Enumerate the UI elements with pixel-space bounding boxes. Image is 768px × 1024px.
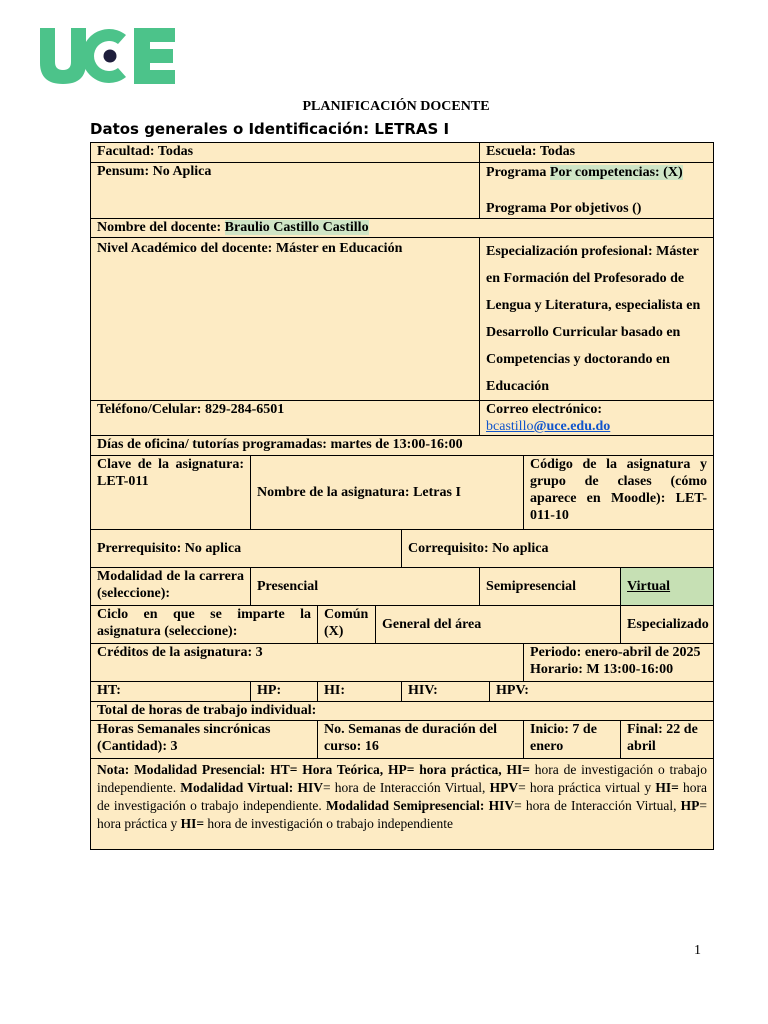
nota-part: = hora de Interacción Virtual, [514,798,681,813]
ciclo-label-cell: Ciclo en que se imparte la asignatura (seleccione): [91,606,318,644]
creditos-cell: Créditos de la asignatura: 3 [91,644,524,682]
nombre-asignatura-cell: Nombre de la asignatura: Letras I [251,456,524,530]
row-creditos-periodo [91,644,714,682]
row-total-horas [91,702,714,721]
especializacion-cell: Especialización profesional: Máster en Formación del Profesorado de Lengua y Literatura, especialista en Desarrollo Curricular basado en Competencias y doctorando en Educación [480,238,714,401]
nota-part: hora de investigación o trabajo independiente. [97,780,708,813]
modalidad-semipresencial-cell[interactable]: Semipresencial [480,568,621,606]
row-horas [91,682,714,702]
correquisito-cell: Correquisito: No aplica [402,530,714,568]
programa-competencias-highlight: Por competencias: (X) [549,165,683,180]
pensum-cell: Pensum: No Aplica [91,163,480,219]
hi-cell: HI: [318,682,402,702]
modalidad-presencial-cell[interactable]: Presencial [251,568,480,606]
ciclo-comun-cell[interactable]: Común (X) [318,606,376,644]
docente-cell [91,219,714,238]
clave-value: LET-011 [97,474,149,489]
hiv-cell: HIV: [402,682,490,702]
modalidad-virtual-selected: Virtual [627,579,671,594]
docente-name-highlight: Braulio Castillo Castillo [224,220,369,235]
row-pensum-programa [91,163,714,219]
clave-label: Clave de la asignatura: [97,457,244,472]
row-requisitos [91,530,714,568]
row-dias-oficina [91,436,714,456]
dias-oficina-cell: Días de oficina/ tutorías programadas: martes de 13:00-16:00 [91,436,714,456]
modalidad-label-cell: Modalidad de la carrera (seleccione): [91,568,251,606]
correo-label: Correo electrónico: [486,402,602,417]
uce-logo [40,28,176,84]
nota-part: HI= [180,816,205,831]
hp-cell: HP: [251,682,318,702]
ciclo-especializado-cell[interactable]: Especializado [621,606,714,644]
document-title: PLANIFICACIÓN DOCENTE [302,99,490,114]
nivel-academico-cell: Nivel Académico del docente: Máster en Educación [91,238,480,401]
periodo-cell [524,644,714,682]
programa-objetivos: Programa Por objetivos () [486,201,642,216]
nota-part: HI= [655,780,679,795]
periodo-text: Periodo: enero-abril de 2025 [530,645,701,660]
hpv-cell: HPV: [490,682,714,702]
document-subtitle: Datos generales o Identificación: LETRAS I [90,120,450,138]
row-asignatura [91,456,714,530]
logo-letter-e [134,28,175,84]
nota-part: HPV [489,780,519,795]
nota-part: Modalidad Virtual: HIV [180,780,323,795]
horas-semanales-cell: Horas Semanales sincrónicas (Cantidad): 3 [91,721,318,759]
nota-part: Nota: Modalidad Presencial: HT= Hora Teórica, HP= hora práctica, HI= [97,762,530,777]
inicio-cell: Inicio: 7 de enero [524,721,621,759]
nota-part: hora de investigación o trabajo independiente. [97,762,708,795]
codigo-asignatura-cell: Código de la asignatura y grupo de clases (cómo aparece en Moodle): LET-011-10 [524,456,714,530]
row-docente [91,219,714,238]
general-data-form [90,142,714,850]
row-ciclo [91,606,714,644]
semanas-cell: No. Semanas de duración del curso: 16 [318,721,524,759]
programa-label: Programa [486,165,550,180]
final-cell: Final: 22 de abril [621,721,714,759]
email-user-link[interactable]: bcastillo [486,419,534,434]
telefono-cell: Teléfono/Celular: 829-284-6501 [91,401,480,436]
row-nota [91,759,714,850]
prerrequisito-cell: Prerrequisito: No aplica [91,530,402,568]
row-semanas [91,721,714,759]
email-domain-link[interactable]: @uce.edu.do [533,419,611,434]
facultad-cell: Facultad: Todas [91,143,480,163]
nota-part: = hora práctica y [97,798,708,831]
nota-part: Modalidad Semipresencial: HIV [325,798,515,813]
row-nivel-especializacion [91,238,714,401]
nota-part: hora de investigación o trabajo independiente [204,816,453,831]
ciclo-general-cell[interactable]: General del área [376,606,621,644]
modalidad-virtual-cell[interactable] [621,568,714,606]
logo-dot [104,50,117,63]
row-contacto [91,401,714,436]
total-horas-cell: Total de horas de trabajo individual: [91,702,714,721]
correo-cell [480,401,714,436]
logo-letter-u [40,28,86,84]
row-modalidad [91,568,714,606]
programa-cell [480,163,714,219]
docente-label: Nombre del docente: [97,220,225,235]
nota-part: = hora de Interacción Virtual, [322,780,490,795]
page-number: 1 [694,943,701,958]
clave-cell [91,456,251,530]
ht-cell: HT: [91,682,251,702]
escuela-cell: Escuela: Todas [480,143,714,163]
nota-part: = hora práctica virtual y [518,780,656,795]
nota-cell [91,759,714,850]
nota-part: HP [680,798,700,813]
horario-text: Horario: M 13:00-16:00 [530,662,674,677]
row-facultad-escuela [91,143,714,163]
